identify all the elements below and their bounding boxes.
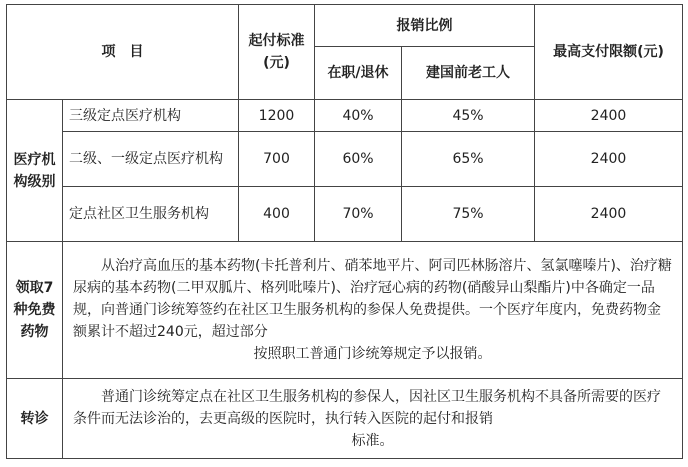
policy-table: [6, 4, 683, 459]
deductible-value: 700: [239, 132, 315, 187]
table-row: [7, 132, 683, 187]
max-payment-value: 2400: [535, 100, 683, 132]
referral-text-tail: 标准。: [351, 432, 394, 449]
deductible-value: 1200: [239, 100, 315, 132]
max-payment-value: 2400: [535, 187, 683, 242]
header-deductible: 起付标准(元): [239, 5, 315, 100]
table-row: [7, 379, 683, 459]
level-name: 二级、一级定点医疗机构: [63, 132, 239, 187]
section-free-drugs-label: 领取7种免费药物: [7, 242, 63, 379]
employed-ratio: 40%: [315, 100, 402, 132]
header-max-payment: 最高支付限额(元): [535, 5, 683, 100]
header-item: 项 目: [7, 5, 239, 100]
free-drugs-text: 从治疗高血压的基本药物(卡托普利片、硝苯地平片、阿司匹林肠溶片、氢氯噻嗪片)、治疗糖尿病的基本药物(二甲双胍片、格列吡嗪片)、治疗冠心病的药物(硝酸异山梨酯片)中各确定一品规，向普通门诊统筹签约在社区卫生服务机构的参保人免费提供。一个医疗年度内，免费药物金额累计不超过240元，超过部分: [73, 258, 672, 340]
employed-ratio: 70%: [315, 187, 402, 242]
referral-text: 普通门诊统筹定点在社区卫生服务机构的参保人，因社区卫生服务机构不具备所需要的医疗条件而无法诊治的，去更高级的医院时，执行转入医院的起付和报销: [73, 388, 661, 427]
table-row: [7, 100, 683, 132]
table-row: [7, 242, 683, 379]
max-payment-value: 2400: [535, 132, 683, 187]
free-drugs-description: [63, 242, 683, 379]
section-level-label: 医疗机构级别: [7, 100, 63, 242]
level-name: 三级定点医疗机构: [63, 100, 239, 132]
deductible-value: 400: [239, 187, 315, 242]
section-referral-label: 转诊: [7, 379, 63, 459]
veteran-ratio: 65%: [402, 132, 535, 187]
veteran-ratio: 75%: [402, 187, 535, 242]
employed-ratio: 60%: [315, 132, 402, 187]
level-name: 定点社区卫生服务机构: [63, 187, 239, 242]
table-row: [7, 187, 683, 242]
header-employed-retired: 在职/退休: [315, 47, 402, 100]
free-drugs-text-tail: 按照职工普通门诊统筹规定予以报销。: [253, 346, 492, 362]
header-pre-founding-veteran: 建国前老工人: [402, 47, 535, 100]
header-reimburse-ratio: 报销比例: [315, 5, 535, 47]
referral-description: [63, 379, 683, 459]
veteran-ratio: 45%: [402, 100, 535, 132]
